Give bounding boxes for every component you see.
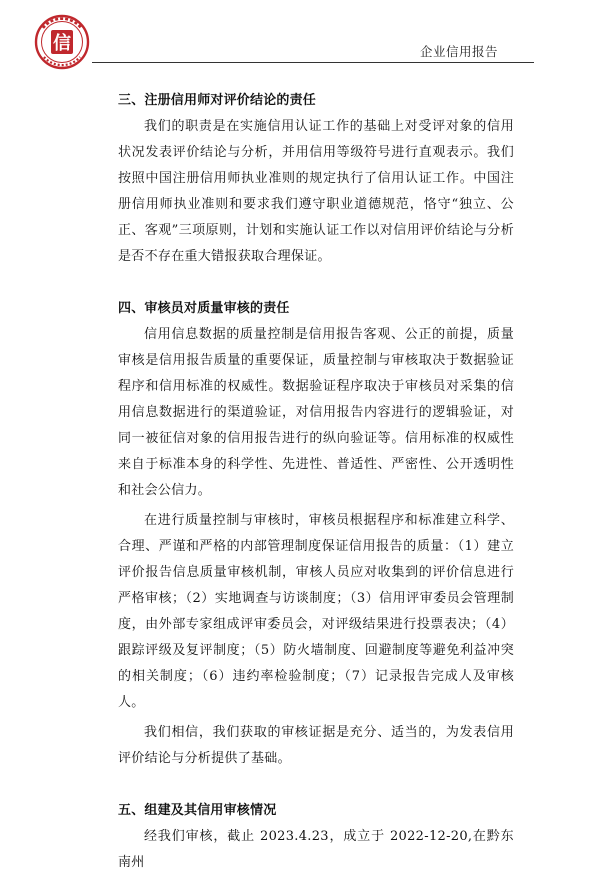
page-header <box>0 0 600 70</box>
paragraph: 我们的职责是在实施信用认证工作的基础上对受评对象的信用状况发表评价结论与分析，并用信用等级符号进行直观表示。我们按照中国注册信用师执业准则的规定执行了信用认证工作。中国注册信用师执业准则和要求我们遵守职业道德规范，恪守“独立、公正、客观”三项原则，计划和实施认证工作以对信用评价结论与分析是否不存在重大错报获取合理保证。 <box>118 119 514 264</box>
spacer <box>118 270 514 296</box>
header-divider <box>92 62 534 63</box>
paragraph: 信用信息数据的质量控制是信用报告客观、公正的前提，质量审核是信用报告质量的重要保证，质量控制与审核取决于数据验证程序和信用标准的权威性。数据验证程序取决于审核员对采集的信用信息数据进行的渠道验证，对信用报告内容进行的逻辑验证，对同一被征信对象的信用报告进行的纵向验证等。信用标准的权威性来自于标准本身的科学性、先进性、普适性、严密性、公开透明性和社会公信力。 <box>118 327 514 498</box>
seal-logo-icon <box>34 14 90 70</box>
section-heading: 五、组建及其信用审核情况 <box>118 803 277 818</box>
section-heading: 三、注册信用师对评价结论的责任 <box>118 93 317 108</box>
paragraph: 我们相信，我们获取的审核证据是充分、适当的，为发表信用评价结论与分析提供了基础。 <box>118 725 514 766</box>
spacer <box>118 772 514 798</box>
header-title: 企业信用报告 <box>419 44 498 59</box>
paragraph: 在进行质量控制与审核时，审核员根据程序和标准建立科学、合理、严谨和严格的内部管理制度保证信用报告的质量：（1）建立评价报告信息质量审核机制，审核人员应对收集到的评价信息进行严格审核；（2）实地调查与访谈制度；（3）信用评审委员会管理制度，由外部专家组成评审委员会，对评级结果进行投票表决；（4）跟踪评级及复评制度；（5）防火墙制度、回避制度等避免利益冲突的相关制度；（6）违约率检验制度；（7）记录报告完成人及审核人。 <box>118 513 514 710</box>
paragraph: 经我们审核，截止 2023.4.23，成立于 2022-12-20,在黔东南州 <box>118 829 514 870</box>
logo-char: 信 <box>53 33 71 54</box>
section-heading: 四、审核员对质量审核的责任 <box>118 301 290 316</box>
document-body <box>118 88 514 876</box>
